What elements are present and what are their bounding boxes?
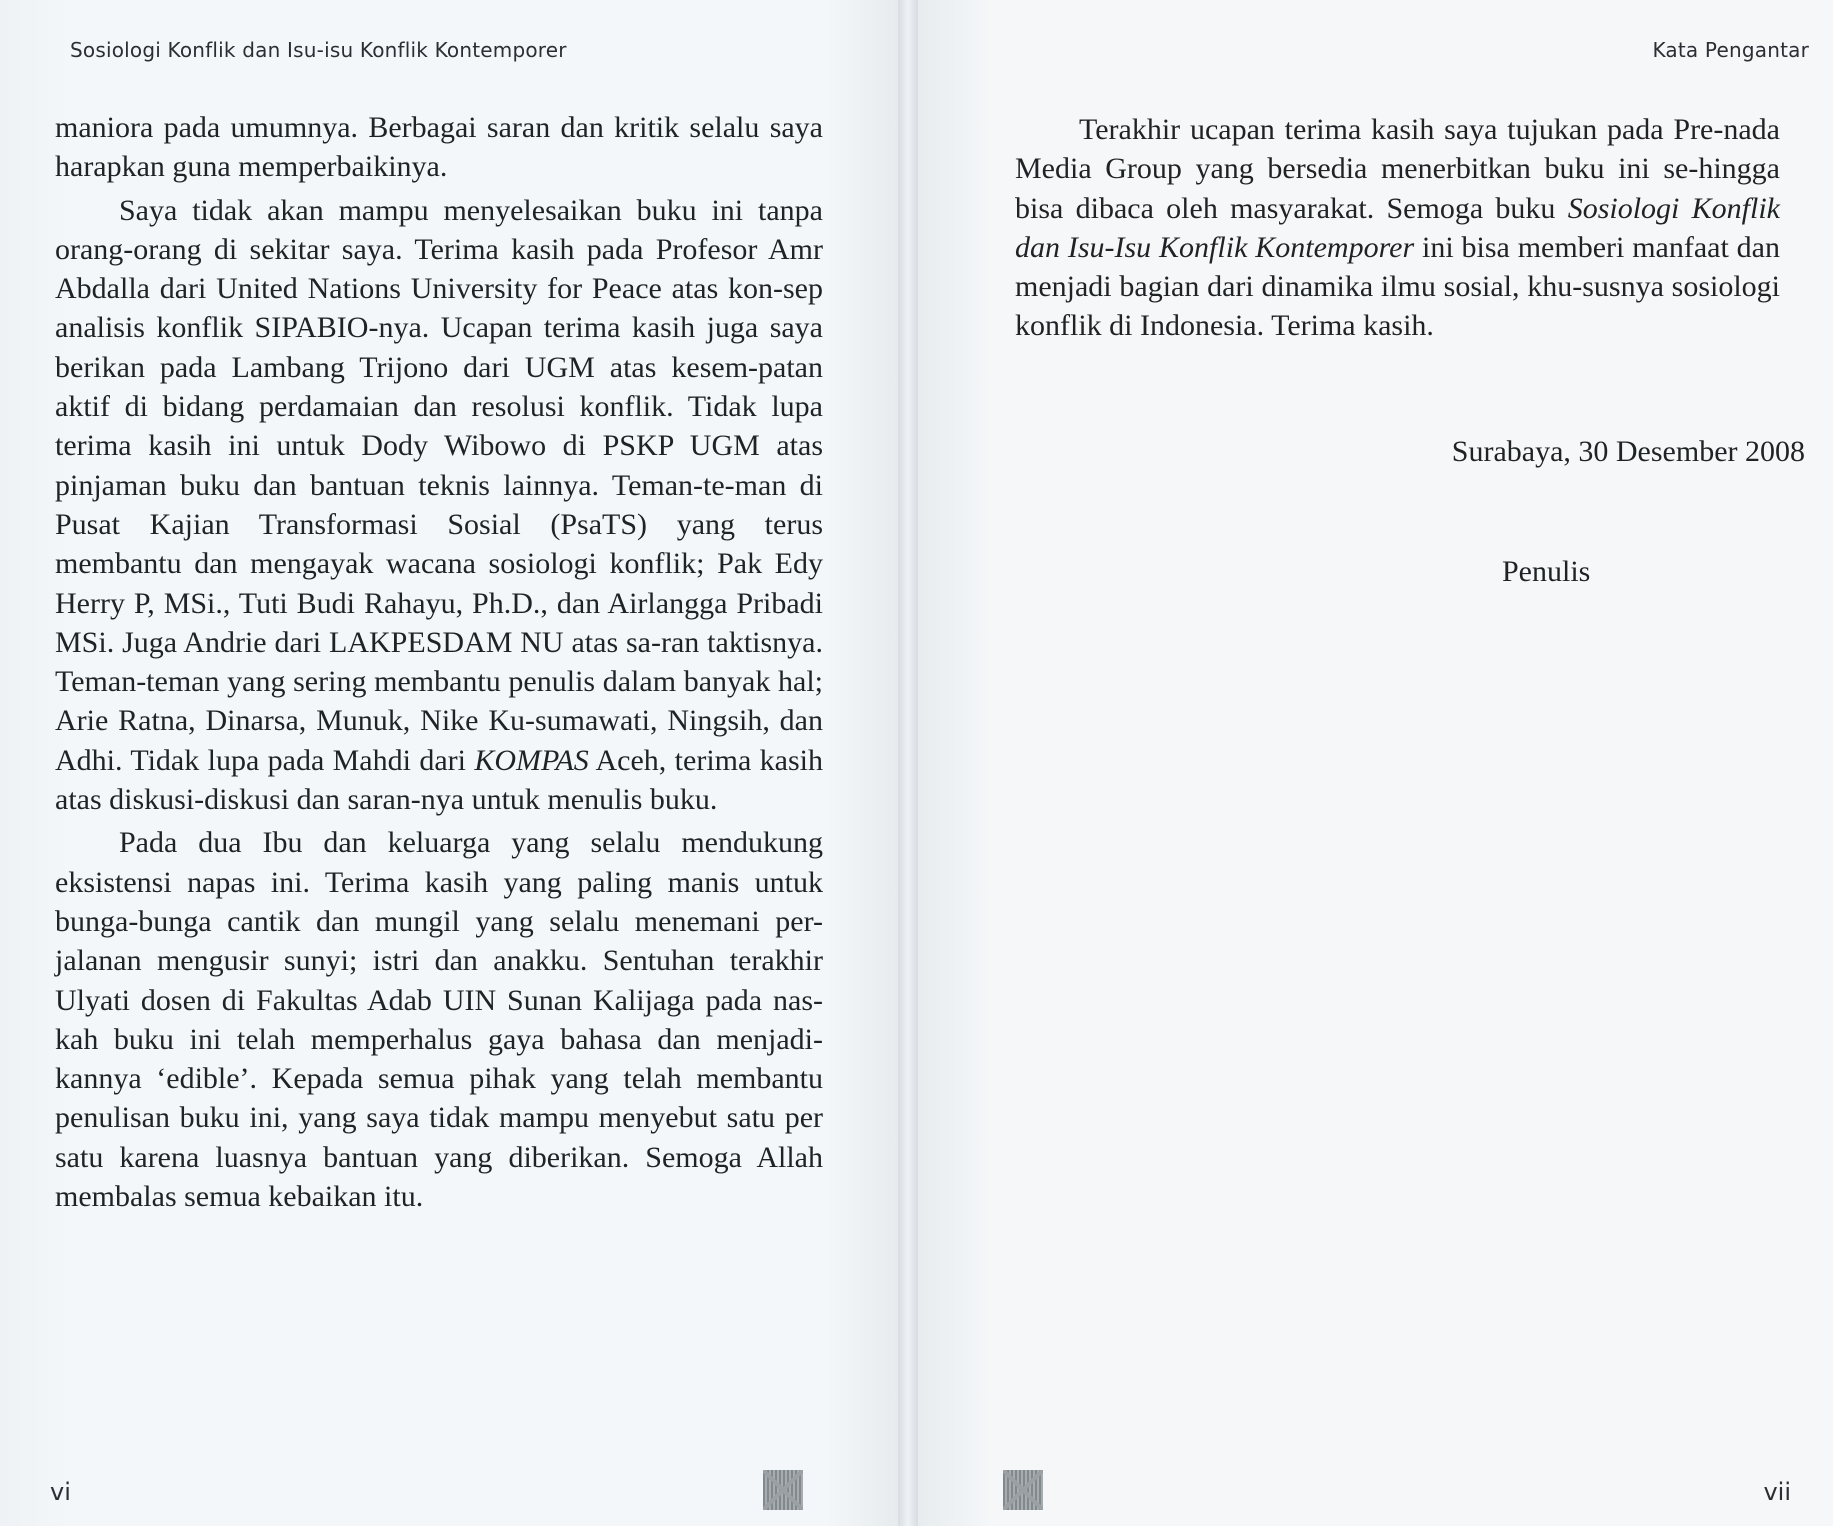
ornament-icon xyxy=(1003,1470,1043,1510)
running-head-right: Kata Pengantar xyxy=(1652,38,1809,62)
dateline: Surabaya, 30 Desember 2008 xyxy=(1451,435,1805,468)
paragraph-family: Pada dua Ibu dan keluarga yang selalu mendukung eksistensi napas ini. Terima kasih yang paling manis untuk bunga-bunga cantik dan mungil yang selalu menemani per-jalanan mengusir sunyi; istri dan anakku. Sentuhan terakhir Ulyati dosen di Fakultas Adab UIN Sunan Kalijaga pada nas-kah buku ini telah memperhalus gaya bahasa dan menjadi-kannya ‘edible’. Kepada semua pihak yang telah membantu penulisan buku ini, yang saya tidak mampu menyebut satu per satu karena luasnya bantuan yang diberikan. Semoga Allah membalas semua kebaikan itu. xyxy=(55,826,823,1214)
kompas-italic: KOMPAS xyxy=(474,743,589,777)
left-page xyxy=(0,0,898,1526)
paragraph-closing xyxy=(1015,110,1780,346)
left-body-text xyxy=(55,108,823,1216)
signature: Penulis xyxy=(1502,555,1591,588)
paragraph-continuation: maniora pada umumnya. Berbagai saran dan kritik selalu saya harapkan guna memperbaikinya. xyxy=(55,111,823,184)
page-number-right: vii xyxy=(1763,1478,1791,1506)
paragraph-acknowledgements-tail: Aceh, terima kasih atas diskusi-diskusi dan saran-nya untuk menulis buku. xyxy=(55,743,823,817)
paragraph-acknowledgements xyxy=(55,191,823,820)
right-page xyxy=(918,0,1833,1526)
book-title-italic: Sosiologi Konflik dan Isu-Isu Konflik Kontemporer xyxy=(1015,191,1780,264)
page-number-left: vi xyxy=(50,1478,71,1506)
book-gutter xyxy=(898,0,918,1526)
ornament-icon xyxy=(763,1470,803,1510)
paragraph-acknowledgements-text: Saya tidak akan mampu menyelesaikan buku ini tanpa orang-orang di sekitar saya. Terima kasih pada Profesor Amr Abdalla dari United Nations University for Peace atas kon-sep analisis konflik SIPABIO-nya. Ucapan terima kasih juga saya berikan pada Lambang Trijono dari UGM atas kesem-patan aktif di bidang perdamaian dan resolusi konflik. Tidak lupa terima kasih ini untuk Dody Wibowo di PSKP UGM atas pinjaman buku dan bantuan teknis lainnya. Teman-te-man di Pusat Kajian Transformasi Sosial (PsaTS) yang terus membantu dan mengayak wacana sosiologi konflik; Pak Edy Herry P, MSi., Tuti Budi Rahayu, Ph.D., dan Airlangga Pribadi MSi. Juga Andrie dari LAKPESDAM NU atas sa-ran taktisnya. Teman-teman yang sering membantu penulis dalam banyak hal; Arie Ratna, Dinarsa, Munuk, Nike Ku-sumawati, Ningsih, dan Adhi. Tidak lupa pada Mahdi dari xyxy=(55,193,823,777)
right-body-text xyxy=(1015,110,1780,346)
paragraph-closing-end: ini bisa memberi manfaat dan menjadi bagian dari dinamika ilmu sosial, khu-susnya sosiologi konflik di Indonesia. Terima kasih. xyxy=(1015,230,1780,343)
running-head-left: Sosiologi Konflik dan Isu-isu Konflik Kontemporer xyxy=(70,38,567,62)
paragraph-closing-start: Terakhir ucapan terima kasih saya tujukan pada Pre-nada Media Group yang bersedia menerbitkan buku ini se-hingga bisa dibaca oleh masyarakat. Semoga buku xyxy=(1015,113,1780,225)
